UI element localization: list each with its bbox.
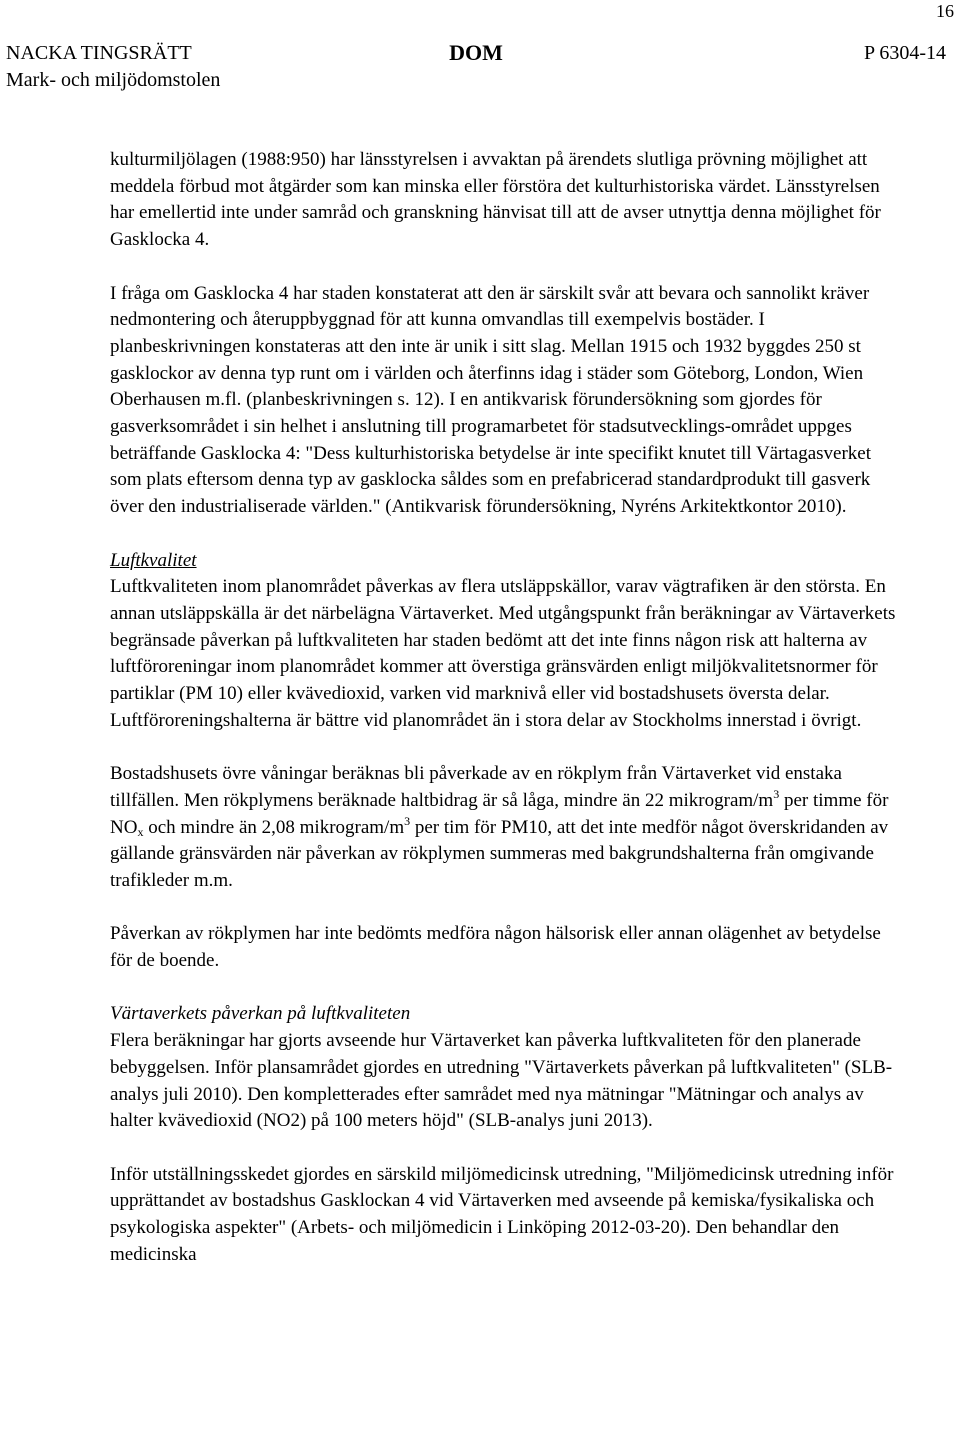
paragraph-berakningar: Flera beräkningar har gjorts avseende hur Värtaverket kan påverka luftkvaliteten för den planerade bebyggelsen. Inför plansamrådet gjordes en utredning "Värtaverkets påverkan på luftkvaliteten" (SLB-analys juli 2010). Den kompletterades efter samrådet med nya mätningar "Mätningar och analys av halter kvävedioxid (NO2) på 100 meters höjd" (SLB-analys juni 2013). [110, 1030, 893, 1132]
paragraph-luftkvalitet: Luftkvaliteten inom planområdet påverkas av flera utsläppskällor, varav vägtrafiken är den största. En annan utsläppskälla är det närbelägna Värtaverket. Med utgångspunkt från beräkningar av Värtaverkets begränsade påverkan på luftkvaliteten har staden bedömt att det inte finns någon risk att halterna av luftföroreningar inom planområdet kommer att överstiga gränsvärden enligt miljökvalitetsnormer för partiklar (PM 10) eller kvävedioxid, varken vid marknivå eller vid bostadshusets översta delar. Luftföroreningshalterna är bättre vid planområdet än i stora delar av Stockholms innerstad i övrigt. [110, 576, 896, 731]
paragraph-rokplym [110, 761, 898, 895]
court-name: NACKA TINGSRÄTT [6, 42, 192, 64]
document-header [6, 40, 946, 100]
text-segment: per tim för PM10, att det inte medför något överskridanden av gällande gränsvärden när påverkan av rökplymen summeras med bakgrundshalterna från omgivande trafikleder m.m. [110, 816, 889, 891]
document-body [110, 147, 898, 1268]
text-segment: och mindre än 2,08 mikrogram/m [143, 816, 405, 838]
section-heading-vartaverket: Värtaverkets påverkan på luftkvaliteten [110, 1003, 411, 1025]
subscript: x [137, 824, 144, 839]
paragraph-gasklocka: I fråga om Gasklocka 4 har staden konstaterat att den är särskilt svår att bevara och sannolikt kräver nedmontering och återuppbyggnad för att kunna omvandlas till exempelvis bostäder. I planbeskrivningen konstateras att den inte är unik i sitt slag. Mellan 1915 och 1932 byggdes 250 st gasklockor av denna typ runt om i världen och återfinns idag i städer som Göteborg, London, Wien Oberhausen m.fl. (planbeskrivningen s. 12). I en antikvarisk förundersökning som gjordes för gasverksområdet i sin helhet i anslutning till programarbetet för stadsutvecklings-området uppges beträffande Gasklocka 4: "Dess kulturhistoriska betydelse är inte specifikt knutet till Värtagasverket som plats eftersom denna typ av gasklocka såldes som en prefabricerad standardprodukt till gasverk över den industrialiserade världen." (Antikvarisk förundersökning, Nyréns Arkitektkontor 2010). [110, 282, 872, 518]
superscript: 3 [404, 813, 411, 828]
case-number: P 6304-14 [863, 42, 946, 64]
section-heading-luftkvalitet: Luftkvalitet [110, 549, 197, 571]
superscript: 3 [773, 786, 780, 801]
paragraph-miljomedicinsk: Inför utställningsskedet gjordes en särskild miljömedicinsk utredning, "Miljömedicinsk utredning inför upprättandet av bostadshus Gasklockan 4 vid Värtaverken med avseende på kemiska/fysikaliska och psykologiska aspekter" (Arbets- och miljömedicin i Linköping 2012-03-20). Den behandlar den medicinska [110, 1163, 894, 1265]
paragraph-halsorisk: Påverkan av rökplymen har inte bedömts medföra någon hälsorisk eller annan olägenhet av betydelse för de boende. [110, 923, 881, 972]
court-department: Mark- och miljödomstolen [6, 69, 221, 91]
text-segment: per timme för NO [110, 789, 889, 838]
document-type: DOM [449, 40, 503, 65]
text-segment: Bostadshusets övre våningar beräknas bli påverkade av en rökplym från Värtaverket vid enstaka tillfällen. Men rökplymens beräknade haltbidrag är så låga, mindre än 22 mikrogram/m [110, 763, 842, 811]
paragraph-kulturmiljolagen: kulturmiljölagen (1988:950) har länsstyrelsen i avvaktan på ärendets slutliga prövning möjlighet att meddela förbud mot åtgärder som kan minska eller förstöra det kulturhistoriska värdet. Länsstyrelsen har emellertid inte under samråd och granskning hänvisat till att de avser utnyttja denna möjlighet för Gasklocka 4. [110, 149, 881, 251]
page-number: 16 [936, 1, 954, 21]
